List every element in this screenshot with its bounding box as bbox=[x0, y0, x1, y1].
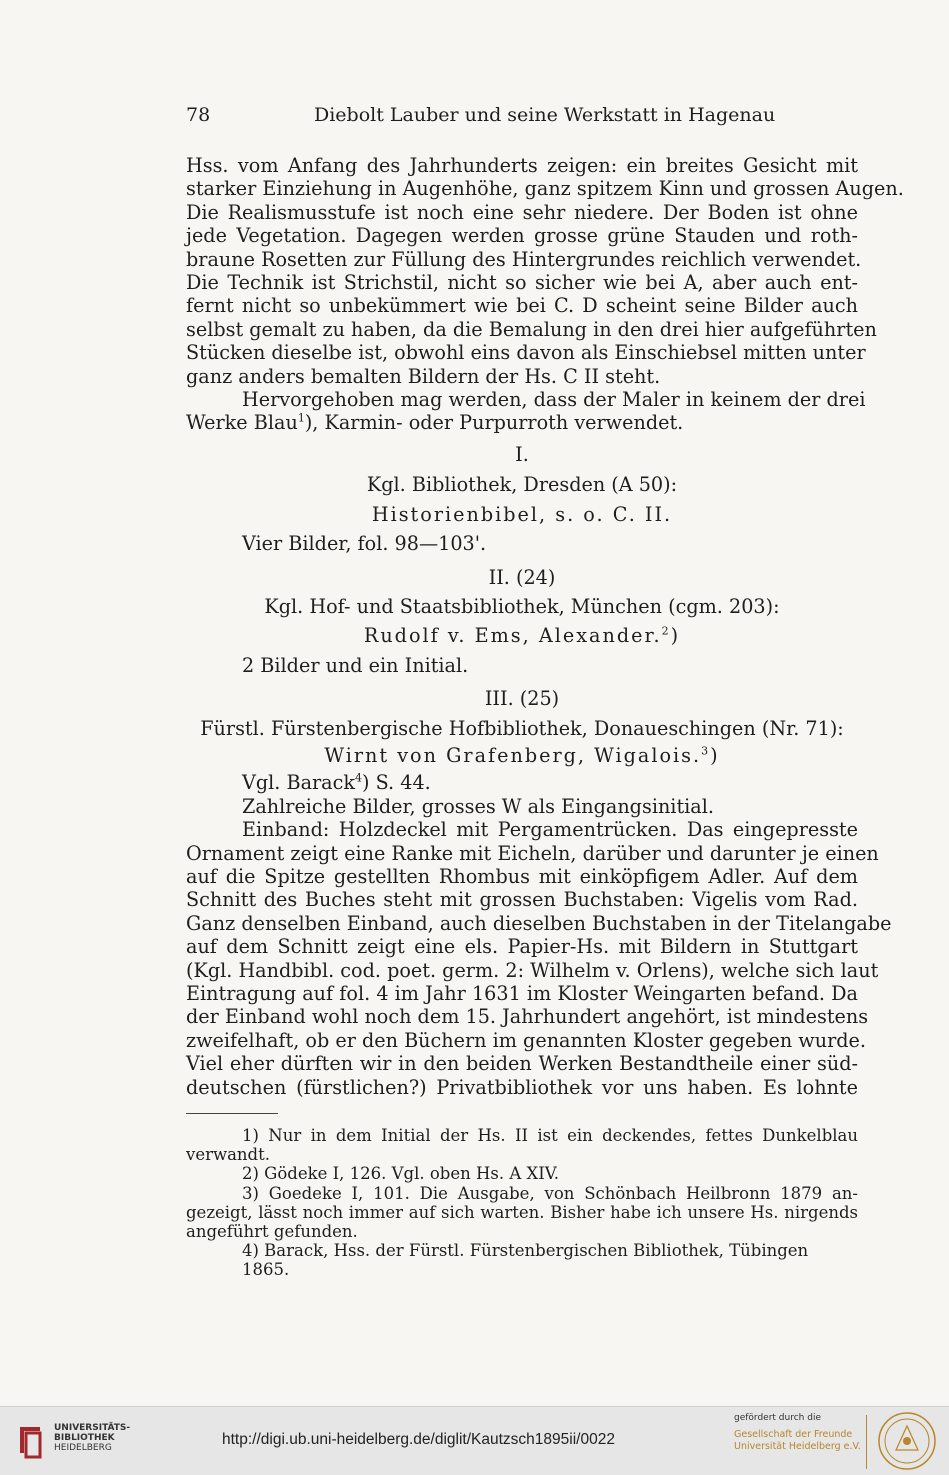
text-line: (Kgl. Handbibl. cod. poet. germ. 2: Wilhelm v. Orlens), welche sich laut bbox=[186, 958, 879, 982]
text-line: Schnitt des Buches steht mit grossen Buchstaben: Vigelis vom Rad. bbox=[186, 888, 858, 912]
text-line: Viel eher dürften wir in den beiden Werken Bestandtheile einer süd- bbox=[186, 1052, 858, 1076]
text-line: Werke Blau$^1$), Karmin- oder Purpurroth verwendet. bbox=[186, 411, 684, 435]
footnote-ref: 2 bbox=[661, 624, 671, 638]
footnote-3-cont: gezeigt, lässt noch immer auf sich warten. Bisher habe ich unsere Hs. nirgends bbox=[186, 1202, 858, 1222]
footnote-1: 1) Nur in dem Initial der Hs. II ist ein deckendes, fettes Dunkelblau bbox=[242, 1126, 858, 1145]
text-line: braune Rosetten zur Füllung des Hintergrundes reichlich verwendet. bbox=[186, 247, 862, 271]
text-line: Hervorgehoben mag werden, dass der Maler in keinem der drei bbox=[242, 388, 866, 412]
section-1-numeral: I. bbox=[515, 442, 529, 466]
viewer-footer bbox=[0, 1406, 949, 1475]
footnote-divider bbox=[186, 1113, 278, 1114]
text-line: Die Technik ist Strichstil, nicht so sicher wie bei A, aber auch ent- bbox=[186, 271, 858, 295]
text-line: Die Realismusstufe ist noch eine sehr niedere. Der Boden ist ohne bbox=[186, 200, 858, 224]
footer-divider bbox=[866, 1415, 867, 1469]
section-1-note: Vier Bilder, fol. 98—103'. bbox=[242, 532, 487, 556]
footnote-ref: 3 bbox=[701, 744, 711, 758]
footnote-3: 3) Goedeke I, 101. Die Ausgabe, von Schönbach Heilbronn 1879 an- bbox=[242, 1183, 858, 1203]
text-line: der Einband wohl noch dem 15. Jahrhundert angehört, ist mindestens bbox=[186, 1005, 869, 1029]
main-text bbox=[186, 154, 904, 1099]
text-line: Stücken dieselbe ist, obwohl eins davon als Einschiebsel mitten unter bbox=[186, 341, 866, 365]
footnote-ref: 1 bbox=[297, 412, 305, 426]
section-2-library: Kgl. Hof- und Staatsbibliothek, München (cgm. 203): bbox=[264, 594, 780, 618]
section-3-reference: Vgl. Barack$^4$) S. 44. bbox=[242, 771, 431, 795]
text-line: ganz anders bemalten Bildern der Hs. C II steht. bbox=[186, 364, 661, 388]
footnote-4: 4) Barack, Hss. der Fürstl. Fürstenbergischen Bibliothek, Tübingen 1865. bbox=[242, 1241, 809, 1280]
text-line: starker Einziehung in Augenhöhe, ganz spitzem Kinn und grossen Augen. bbox=[186, 177, 904, 201]
footnotes bbox=[186, 1126, 858, 1280]
section-1-library: Kgl. Bibliothek, Dresden (A 50): bbox=[366, 473, 678, 497]
section-3-library: Fürstl. Fürstenbergische Hofbibliothek, Donaueschingen (Nr. 71): bbox=[200, 716, 844, 740]
text-line: fernt nicht so unbekümmert wie bei C. D scheint seine Bilder auch bbox=[186, 294, 858, 318]
paragraph-3 bbox=[186, 818, 892, 1099]
permalink-url[interactable]: http://digi.ub.uni-heidelberg.de/diglit/Kautzsch1895ii/0022 bbox=[222, 1431, 615, 1448]
text-line: Ganz denselben Einband, auch dieselben Buchstaben in der Titelangabe bbox=[186, 911, 892, 935]
footnote-2: 2) Gödeke I, 126. Vgl. oben Hs. A XIV. bbox=[242, 1164, 560, 1184]
footnote-1-cont: verwandt. bbox=[186, 1145, 270, 1165]
running-header bbox=[186, 104, 858, 132]
running-title: Diebolt Lauber und seine Werkstatt in Hagenau bbox=[314, 104, 776, 126]
university-library-name: UNIVERSITÄTS- BIBLIOTHEK HEIDELBERG bbox=[54, 1423, 131, 1453]
section-2-numeral: II. (24) bbox=[488, 565, 556, 589]
text-line: Eintragung auf fol. 4 im Jahr 1631 im Kloster Weingarten befand. Da bbox=[186, 982, 858, 1005]
section-3-note: Zahlreiche Bilder, grosses W als Eingangsinitial. bbox=[242, 794, 714, 818]
sponsor-name: Gesellschaft der Freunde Universität Heidelberg e.V. bbox=[734, 1429, 861, 1452]
university-library-logo-icon bbox=[16, 1425, 44, 1459]
section-2-work: Rudolf v. Ems, Alexander.$^2$) bbox=[363, 624, 681, 648]
page-number: 78 bbox=[186, 104, 211, 126]
paragraph-2 bbox=[186, 388, 866, 435]
text-line: auf dem Schnitt zeigt eine els. Papier-Hs. mit Bildern in Stuttgart bbox=[186, 935, 858, 959]
section-3-work: Wirnt von Grafenberg, Wigalois.$^3$) bbox=[324, 743, 720, 767]
footnote-ref: 4 bbox=[355, 771, 362, 785]
text-line: zweifelhaft, ob er den Büchern im genannten Kloster gegeben wurde. bbox=[186, 1028, 866, 1052]
text-line: auf die Spitze gestellten Rhombus mit einköpfigem Adler. Auf dem bbox=[186, 864, 858, 888]
text-line: Ornament zeigt eine Ranke mit Eicheln, darüber und darunter je einen bbox=[186, 841, 879, 865]
text-line: selbst gemalt zu haben, da die Bemalung in den drei hier aufgeführten bbox=[186, 317, 877, 341]
paragraph-1 bbox=[186, 154, 904, 388]
section-3-numeral: III. (25) bbox=[484, 687, 560, 711]
text-line: deutschen (fürstlichen?) Privatbibliothek vor uns haben. Es lohnte bbox=[186, 1075, 858, 1099]
section-1-work: Historienbibel, s. o. C. II. bbox=[371, 502, 673, 526]
university-seal-icon bbox=[874, 1410, 940, 1472]
text-line: Hss. vom Anfang des Jahrhunderts zeigen: ein breites Gesicht mit bbox=[186, 154, 858, 177]
sponsor-intro: gefördert durch die bbox=[734, 1413, 821, 1423]
text-line: Einband: Holzdeckel mit Pergamentrücken. Das eingepresste bbox=[242, 818, 858, 842]
section-2-note: 2 Bilder und ein Initial. bbox=[242, 653, 469, 677]
text-line: jede Vegetation. Dagegen werden grosse grüne Stauden und roth- bbox=[186, 224, 858, 248]
footnote-3-end: angeführt gefunden. bbox=[186, 1222, 358, 1242]
